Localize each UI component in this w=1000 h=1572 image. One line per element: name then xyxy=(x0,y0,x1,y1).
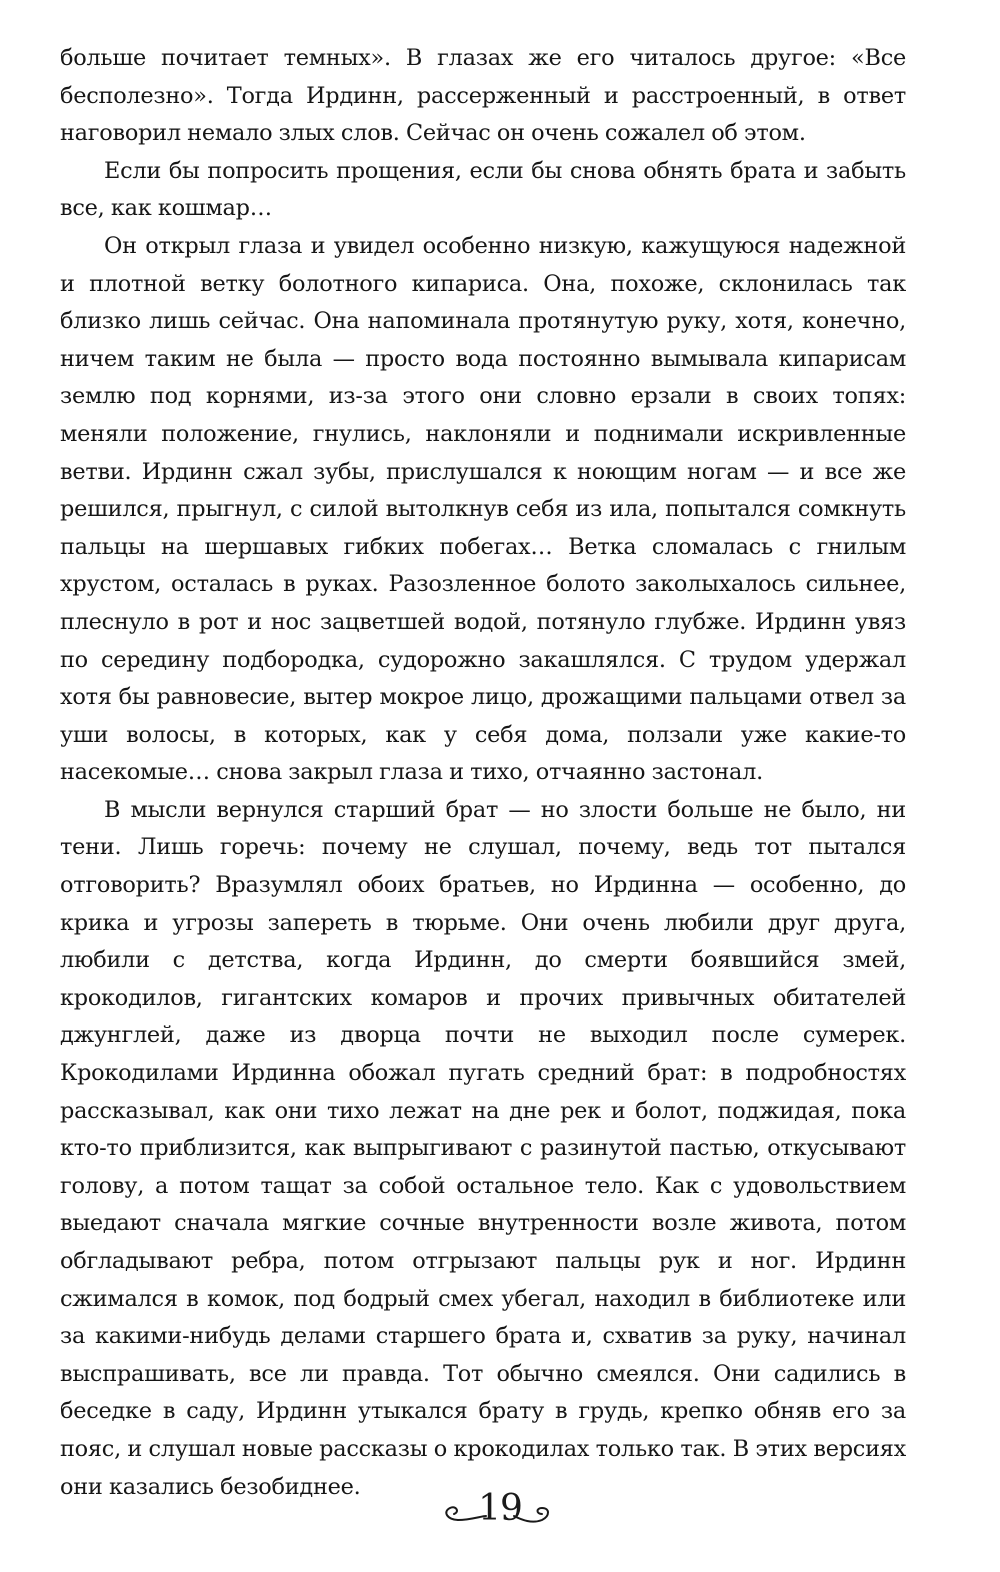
paragraph-3: Он открыл глаза и увидел особенно низкую, кажущуюся надежной и плотной ветку болотного кипариса. Она, похоже, склонилась так близко лишь сейчас. Она напоминала протянутую руку, хотя, конечно, ничем таким не была — просто вода постоянно вымывала кипарисам землю под корнями, из-за этого они словно ерзали в своих топях: меняли положение, гнулись, наклоняли и поднимали искривленные ветви. Ирдинн сжал зубы, прислушался к ноющим ногам — и все же решился, прыгнул, с силой вытолкнув себя из ила, попытался сомкнуть пальцы на шершавых гибких побегах… Ветка сломалась с гнилым хрустом, осталась в руках. Разозленное болото заколыхалось сильнее, плеснуло в рот и нос зацветшей водой, потянуло глубже. Ирдинн увяз по середину подбородка, судорожно закашлялся. С трудом удержал хотя бы равновесие, вытер мокрое лицо, дрожащими пальцами отвел за уши волосы, в которых, как у себя дома, ползали уже какие-то насекомые… снова закрыл глаза и тихо, отчаянно застонал. xyxy=(60,232,906,786)
page-body xyxy=(60,40,906,1506)
paragraph-4: В мысли вернулся старший брат — но злости больше не было, ни тени. Лишь горечь: почему не слушал, почему, ведь тот пытался отговорить? Вразумлял обоих братьев, но Ирдинна — особенно, до крика и угрозы запереть в тюрьме. Они очень любили друг друга, любили с детства, когда Ирдинн, до смерти боявшийся змей, крокодилов, гигантских комаров и прочих привычных обитателей джунглей, даже из дворца почти не выходил после сумерек. Крокодилами Ирдинна обожал пугать средний брат: в подробностях рассказывал, как они тихо лежат на дне рек и болот, поджидая, пока кто-то приблизится, как выпрыгивают с разинутой пастью, откусывают голову, а потом тащат за собой остальное тело. Как с удовольствием выедают сначала мягкие сочные внутренности возле живота, потом обгладывают ребра, потом отгрызают пальцы рук и ног. Ирдинн сжимался в комок, под бодрый смех убегал, находил в библиотеке или за какими-нибудь делами старшего брата и, схватив за руку, начинал выспрашивать, все ли правда. Тот обычно смеялся. Они садились в беседке в саду, Ирдинн утыкался брату в грудь, крепко обняв его за пояс, и слушал новые рассказы о крокодилах только так. В этих версиях они казались безобиднее. xyxy=(60,796,906,1500)
page-number: 19 xyxy=(478,1488,522,1529)
paragraph-1: больше почитает темных». В глазах же его читалось другое: «Все бесполезно». Тогда Ирдинн, рассерженный и расстроенный, в ответ наговорил немало злых слов. Сейчас он очень сожалел об этом. xyxy=(60,45,906,147)
paragraph-2: Если бы попросить прощения, если бы снова обнять брата и забыть все, как кошмар… xyxy=(60,157,906,222)
